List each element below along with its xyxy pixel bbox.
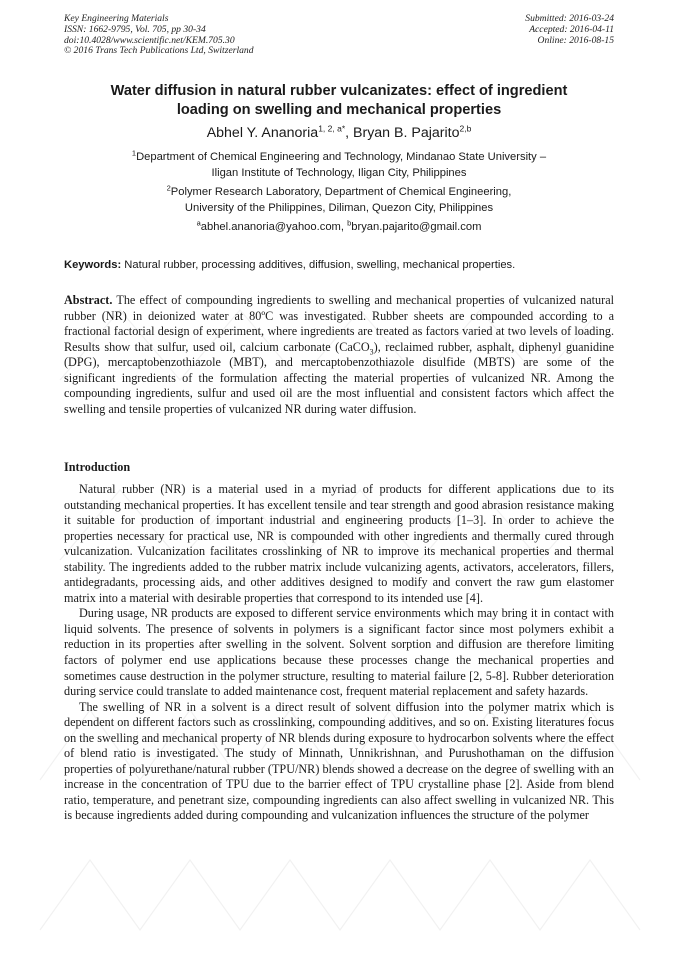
affiliation-1-line-1: Department of Chemical Engineering and Technology, Mindanao State University – xyxy=(136,151,547,163)
author-2-name: Bryan B. Pajarito xyxy=(353,125,460,141)
paper-title xyxy=(64,82,614,120)
abstract-text-1: The effect of compounding ingredients to swelling and mechanical properties of vulcanized natural rubber (NR) in deionized water at 80ºC was investigated. Rubber sheets are compounded according to a fractional factorial design of experiment, where ingredients are treated as factors varied at two levels of loading. Results show that sulfur, used oil, calcium carbonate (CaCO xyxy=(64,293,614,354)
author-1-marks: 1, 2, a* xyxy=(318,123,346,134)
author-1-name: Abhel Y. Ananoria xyxy=(206,125,319,141)
issn-line: ISSN: 1662-9795, Vol. 705, pp 30-34 xyxy=(64,23,206,35)
keywords-label: Keywords: xyxy=(64,259,122,271)
copyright-line: © 2016 Trans Tech Publications Ltd, Switzerland xyxy=(64,45,254,57)
author-separator: , xyxy=(345,125,354,141)
affiliation-2-line-1: Polymer Research Laboratory, Department of Chemical Engineering, xyxy=(170,186,512,198)
abstract-label: Abstract. xyxy=(64,293,113,307)
affiliation-1 xyxy=(64,150,614,181)
doi-line[interactable]: doi:10.4028/www.scientific.net/KEM.705.30 xyxy=(64,34,235,46)
author-2-marks: 2,b xyxy=(459,123,472,134)
affiliation-2 xyxy=(64,185,614,216)
title-line-2: loading on swelling and mechanical properties xyxy=(176,102,502,118)
intro-paragraph-2: During usage, NR products are exposed to different service environments which may bring it in contact with liquid solvents. The presence of solvents in polymers is a significant factor since most polymers exhibit a reduction in its properties after swelling in the solvent. Solvent sorption and diffusion are therefore limiting factors of polymer end use applications because these processes change the mechanical properties and sometimes cause destruction in the polymer structure, resulting to material failure [2, 5-8]. Rubber deterioration during service could translate to added maintenance cost, frequent material replacement and safety hazards. xyxy=(64,606,614,699)
affiliation-1-line-2: Iligan Institute of Technology, Iligan City, Philippines xyxy=(211,166,467,179)
abstract xyxy=(64,293,614,417)
affiliation-2-mark: 2 xyxy=(166,183,171,193)
keywords xyxy=(64,258,614,273)
online-date: Online: 2016-08-15 xyxy=(537,34,614,46)
journal-name: Key Engineering Materials xyxy=(64,13,169,24)
intro-paragraph-1: Natural rubber (NR) is a material used in a myriad of products for different applications due to its outstanding mechanical properties. It has excellent tensile and tear strength and good abrasion resistance making it suitable for production of important industrial and engineering products [1–3]. In order to achieve the properties necessary for practical use, NR is compounded with other ingredients and thermally cured through vulcanization. Vulcanization facilitates crosslinking of NR to improve its mechanical properties and thermal stability. The ingredients added to the rubber matrix include vulcanizing agents, activators, accelerators, fillers, antidegradants, processing aids, and other additives designed to modify and convert the raw gum elastomer matrix into a material with desirable properties that correspond to its intended use [4]. xyxy=(64,482,614,605)
introduction-heading: Introduction xyxy=(64,460,131,474)
email-b-mark: b xyxy=(347,218,352,228)
accepted-date: Accepted: 2016-04-11 xyxy=(529,23,614,35)
intro-paragraph-3: The swelling of NR in a solvent is a direct result of solvent diffusion into the polymer matrix which is dependent on different factors such as crosslinking, compounding additives, and so on. Existing literatures focus on the swelling and mechanical property of NR blends during exposure to hydrocarbon solvents where the effect of blend ratio is investigated. The study of Minnath, Unnikrishnan, and Purushothaman on the diffusion properties of polyurethane/natural rubber (TPU/NR) blends showed a decrease on the degree of swelling with an increase in the concentration of TPU due to the barrier effect of TPU crystalline phase [2]. Aside from blend ratio, temperature, and penetrant size, compounding ingredients can also affect swelling in vulcanized NR. This is because ingredients added during compounding and vulcanization influences the structure of the polymer xyxy=(64,699,614,823)
email-a[interactable]: abhel.ananoria@yahoo.com, xyxy=(200,221,348,233)
affiliation-1-mark: 1 xyxy=(131,148,137,158)
author-list xyxy=(64,124,614,142)
introduction-body xyxy=(64,482,614,824)
email-b[interactable]: bryan.pajarito@gmail.com xyxy=(351,221,482,233)
abstract-text-2: ), reclaimed rubber, asphalt, diphenyl guanidine (DPG), mercaptobenzothiazole (MBT), and mercaptobenzothiazole disulfide (MBTS) are some of the significant ingredients of the formulation affecting the material properties of vulcanized NR. Among the compounding ingredients, sulfur and used oil are the most influential and consistent factors which affect the swelling and tensile properties of vulcanized NR during water diffusion. xyxy=(64,339,614,416)
title-line-1: Water diffusion in natural rubber vulcanizates: effect of ingredient xyxy=(110,83,568,99)
submitted-date: Submitted: 2016-03-24 xyxy=(525,13,614,24)
keywords-text: Natural rubber, processing additives, diffusion, swelling, mechanical properties. xyxy=(121,259,516,271)
affiliation-2-line-2: University of the Philippines, Diliman, Quezon City, Philippines xyxy=(184,201,494,214)
dates-header xyxy=(525,14,614,46)
journal-header xyxy=(64,14,254,57)
abstract-subscript: 3 xyxy=(369,347,374,357)
email-a-mark: a xyxy=(196,218,201,228)
author-emails xyxy=(64,220,614,236)
